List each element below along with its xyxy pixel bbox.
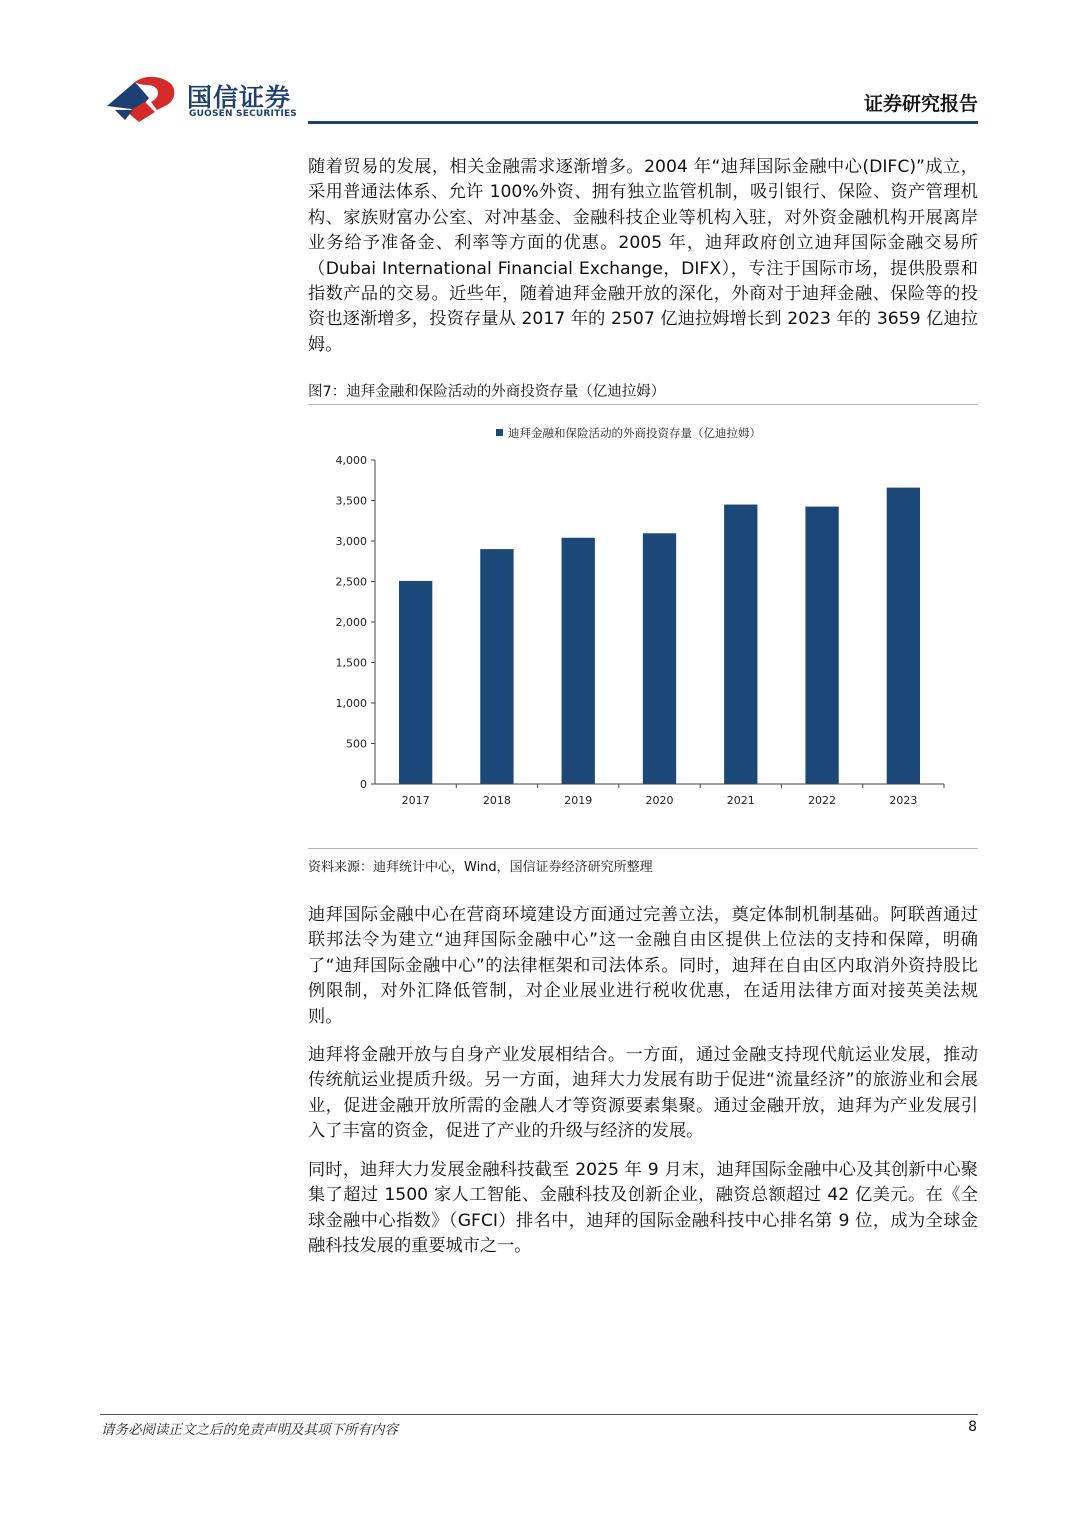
company-logo	[105, 76, 305, 126]
y-tick-label: 500	[346, 737, 367, 751]
logo-chinese-name: 国信证券	[187, 83, 292, 112]
bar-2019	[562, 538, 595, 784]
bar-2017	[399, 581, 432, 784]
body-paragraph-4: 同时，迪拜大力发展金融科技截至 2025 年 9 月末，迪拜国际金融中心及其创新中心聚集了超过 1500 家人工智能、金融科技及创新企业，融资总额超过 42 亿美元。在《全球金融中心指数》（GFCI）排名中，迪拜的国际金融科技中心排名第 9 位，成为全球金融科技发展的重要城市之一。	[308, 1160, 978, 1257]
body-paragraph-1: 随着贸易的发展，相关金融需求逐渐增多。2004 年“迪拜国际金融中心(DIFC)”成立，采用普通法体系、允许 100%外资、拥有独立监管机制，吸引银行、保险、资产管理机构、家族财富办公室、对冲基金、金融科技企业等机构入驻，对外资金融机构开展离岸业务给予准备金、利率等方面的优惠。2005 年，迪拜政府创立迪拜国际金融交易所（Dubai International Financial Exchange，DIFX），专注于国际市场，提供股票和指数产品的交易。近些年，随着迪拜金融开放的深化，外商对于迪拜金融、保险等的投资也逐渐增多，投资存量从 2017 年的 2507 亿迪拉姆增长到 2023 年的 3659 亿迪拉姆。	[308, 157, 978, 355]
x-tick-label: 2021	[726, 794, 755, 807]
disclaimer-note: 请务必阅读正文之后的免责声明及其项下所有内容	[101, 1422, 398, 1438]
figure-source: 资料来源：迪拜统计中心，Wind，国信证券经济研究所整理	[308, 860, 653, 875]
x-axis	[375, 784, 944, 807]
y-axis	[336, 454, 376, 791]
x-tick-label: 2020	[645, 794, 674, 807]
page-number: 8	[968, 1419, 977, 1435]
x-tick-label: 2023	[889, 794, 918, 807]
figure-top-divider	[308, 404, 978, 405]
y-tick-label: 1,000	[335, 697, 367, 710]
body-paragraph-3: 迪拜将金融开放与自身产业发展相结合。一方面，通过金融支持现代航运业发展，推动传统航运业提质升级。另一方面，迪拜大力发展有助于促进“流量经济”的旅游业和会展业，促进金融开放所需的金融人才等资源要素集聚。通过金融开放，迪拜为产业发展引入了丰富的资金，促进了产业的升级与经济的发展。	[308, 1045, 978, 1142]
header-divider	[308, 121, 978, 124]
legend-swatch	[496, 429, 503, 436]
y-tick-label: 2,500	[335, 575, 367, 589]
body-paragraph-2: 迪拜国际金融中心在营商环境建设方面通过完善立法，奠定体制机制基础。阿联酋通过联邦法令为建立“迪拜国际金融中心”这一金融自由区提供上位法的支持和保障，明确了“迪拜国际金融中心”的法律框架和司法体系。同时，迪拜在自由区内取消外资持股比例限制，对外汇降低管制，对企业展业进行税收优惠，在适用法律方面对接英美法规则。	[308, 905, 978, 1027]
x-tick-label: 2017	[401, 794, 430, 807]
report-type-label: 证券研究报告	[863, 93, 978, 115]
bar-2021	[724, 505, 757, 784]
y-tick-label: 2,000	[335, 616, 367, 629]
logo-emblem-icon	[105, 76, 185, 126]
bar-2022	[805, 507, 838, 784]
y-tick-label: 0	[360, 778, 367, 791]
x-tick-label: 2019	[564, 794, 593, 807]
y-tick-label: 3,000	[335, 535, 367, 548]
logo-english-name: GUOSEN SECURITIES	[189, 109, 297, 119]
chart-legend	[496, 426, 761, 440]
footer-divider	[100, 1414, 978, 1415]
figure-title: 图7：迪拜金融和保险活动的外商投资存量（亿迪拉姆）	[308, 384, 666, 400]
bar-2023	[887, 488, 920, 784]
bar-2020	[643, 533, 676, 784]
y-tick-label: 4,000	[335, 454, 367, 467]
x-tick-label: 2022	[808, 794, 837, 807]
bar-chart	[308, 410, 978, 840]
legend-label: 迪拜金融和保险活动的外商投资存量（亿迪拉姆）	[508, 426, 761, 440]
bar-2018	[480, 549, 513, 784]
figure-bottom-divider	[308, 848, 978, 849]
x-tick-label: 2018	[482, 794, 511, 807]
y-tick-label: 1,500	[335, 656, 367, 670]
y-tick-label: 3,500	[335, 494, 367, 508]
bar-series	[399, 488, 920, 784]
